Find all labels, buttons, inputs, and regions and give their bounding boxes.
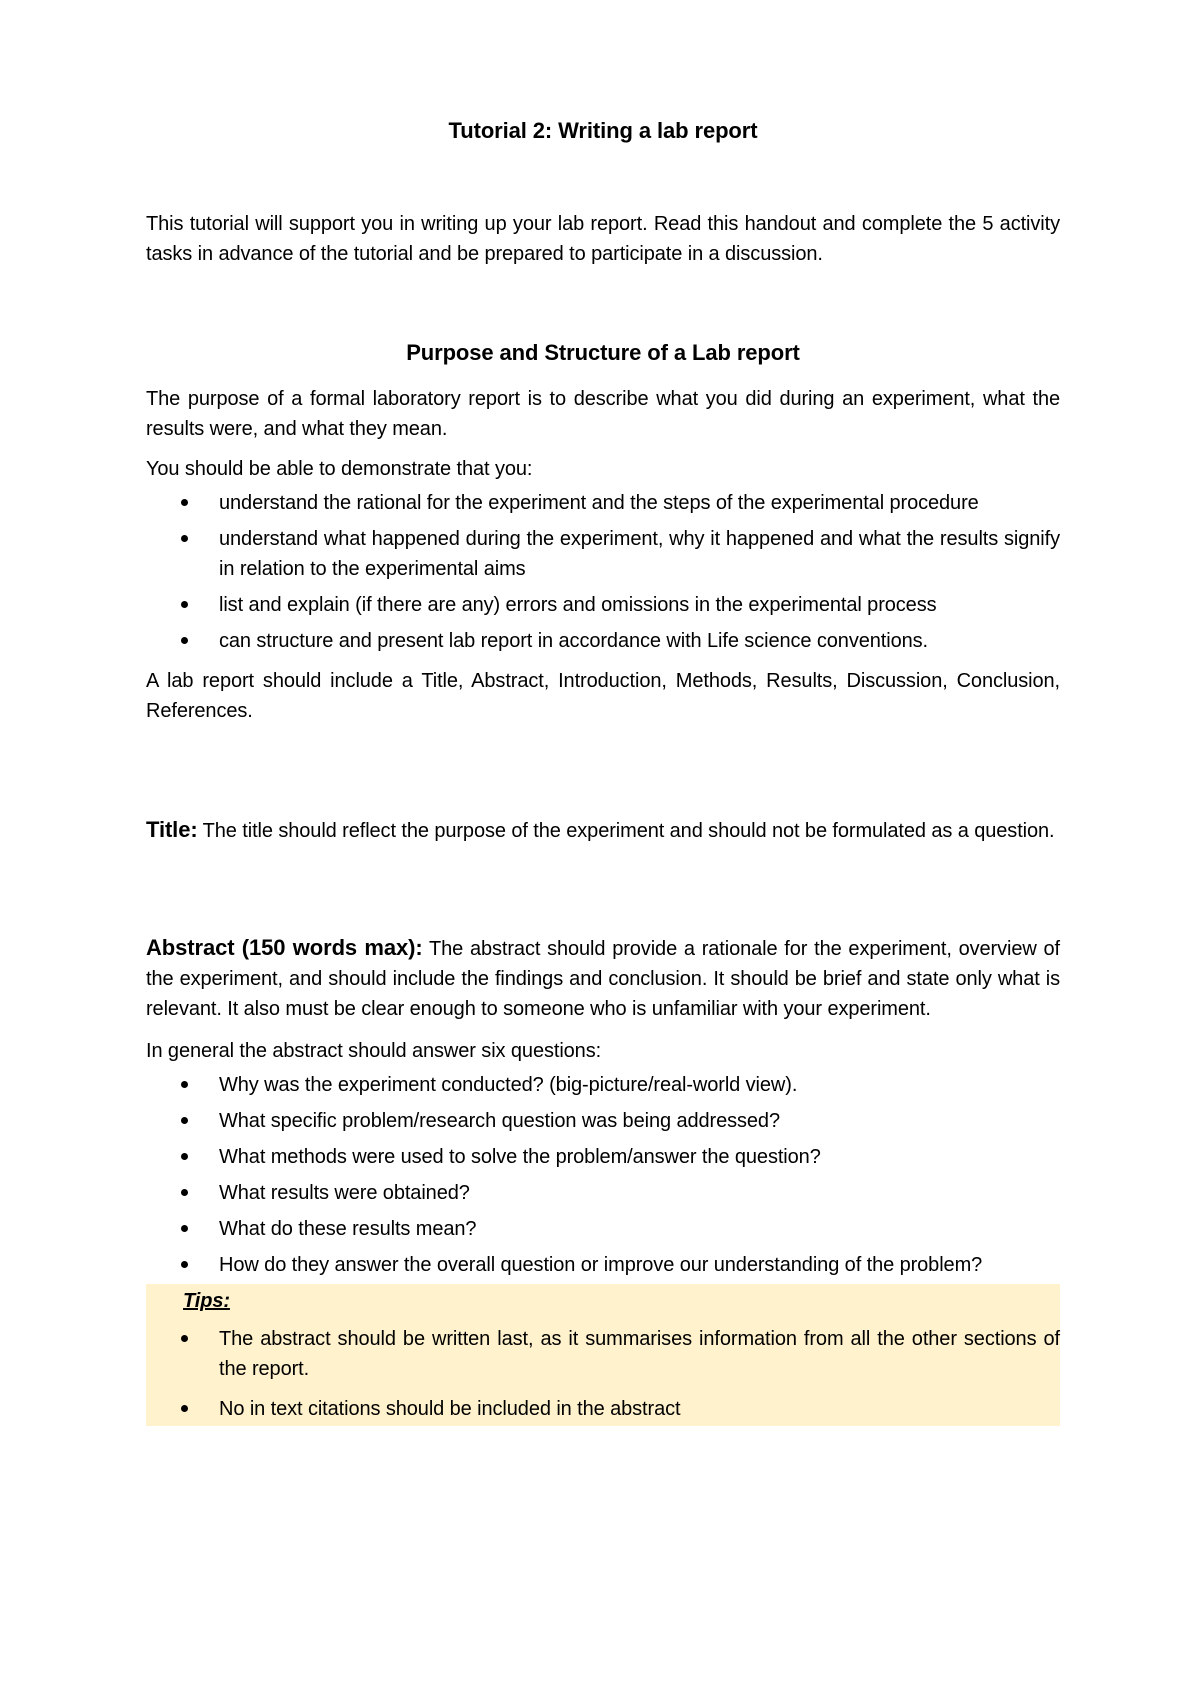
abstract-paragraph xyxy=(146,933,1060,1024)
bullet-icon xyxy=(181,1261,188,1268)
bullet-icon xyxy=(181,1189,188,1196)
abstract-questions-list xyxy=(146,1070,1060,1280)
list-item: understand what happened during the experiment, why it happened and what the results signify in relation to the experimental aims xyxy=(146,524,1060,584)
section-heading-purpose: Purpose and Structure of a Lab report xyxy=(406,340,800,365)
list-item: The abstract should be written last, as it summarises information from all the other sections of the report. xyxy=(146,1324,1060,1384)
purpose-section-body xyxy=(146,384,1060,736)
abstract-label: Abstract (150 words max): xyxy=(146,935,423,960)
bullet-icon xyxy=(181,1081,188,1088)
purpose-lead: You should be able to demonstrate that you: xyxy=(146,458,533,480)
abstract-section xyxy=(146,933,1060,1426)
intro-paragraph: This tutorial will support you in writing up your lab report. Read this handout and complete the 5 activity tasks in advance of the tutorial and be prepared to participate in a discussion. xyxy=(146,213,1060,265)
abstract-lead: In general the abstract should answer six questions: xyxy=(146,1040,602,1062)
document-title: Tutorial 2: Writing a lab report xyxy=(448,118,758,143)
bullet-icon xyxy=(181,1153,188,1160)
bullet-icon xyxy=(181,601,188,608)
list-item: How do they answer the overall question or improve our understanding of the problem? xyxy=(146,1250,1060,1280)
bullet-icon xyxy=(181,1117,188,1124)
bullet-icon xyxy=(181,637,188,644)
bullet-icon xyxy=(181,1405,188,1412)
list-item: No in text citations should be included in the abstract xyxy=(146,1394,1060,1424)
title-section-paragraph xyxy=(146,815,1060,846)
purpose-bullet-list xyxy=(146,488,1060,656)
bullet-icon xyxy=(181,535,188,542)
list-item: understand the rational for the experiment and the steps of the experimental procedure xyxy=(146,488,1060,518)
bullet-icon xyxy=(181,499,188,506)
abstract-text: The abstract should provide a rationale for the experiment, overview of the experiment, and should include the findings and conclusion. It should be brief and state only what is relevant. It also must be clear enough to someone who is unfamiliar with your experiment. xyxy=(146,938,1060,1020)
bullet-icon xyxy=(181,1335,188,1342)
title-section-text: The title should reflect the purpose of the experiment and should not be formulated as a question. xyxy=(197,820,1055,842)
list-item: What results were obtained? xyxy=(146,1178,1060,1208)
tips-box xyxy=(146,1284,1060,1426)
tips-list xyxy=(146,1324,1060,1424)
title-section xyxy=(146,815,1060,846)
list-item: list and explain (if there are any) errors and omissions in the experimental process xyxy=(146,590,1060,620)
list-item: What do these results mean? xyxy=(146,1214,1060,1244)
list-item: can structure and present lab report in accordance with Life science conventions. xyxy=(146,626,1060,656)
list-item: Why was the experiment conducted? (big-picture/real-world view). xyxy=(146,1070,1060,1100)
bullet-icon xyxy=(181,1225,188,1232)
purpose-paragraph: The purpose of a formal laboratory report is to describe what you did during an experiment, what the results were, and what they mean. xyxy=(146,388,1060,440)
tips-label: Tips: xyxy=(183,1290,230,1312)
list-item: What specific problem/research question was being addressed? xyxy=(146,1106,1060,1136)
list-item: What methods were used to solve the problem/answer the question? xyxy=(146,1142,1060,1172)
report-sections-paragraph: A lab report should include a Title, Abstract, Introduction, Methods, Results, Discussion, Conclusion, References. xyxy=(146,670,1060,722)
title-section-label: Title: xyxy=(146,817,198,842)
